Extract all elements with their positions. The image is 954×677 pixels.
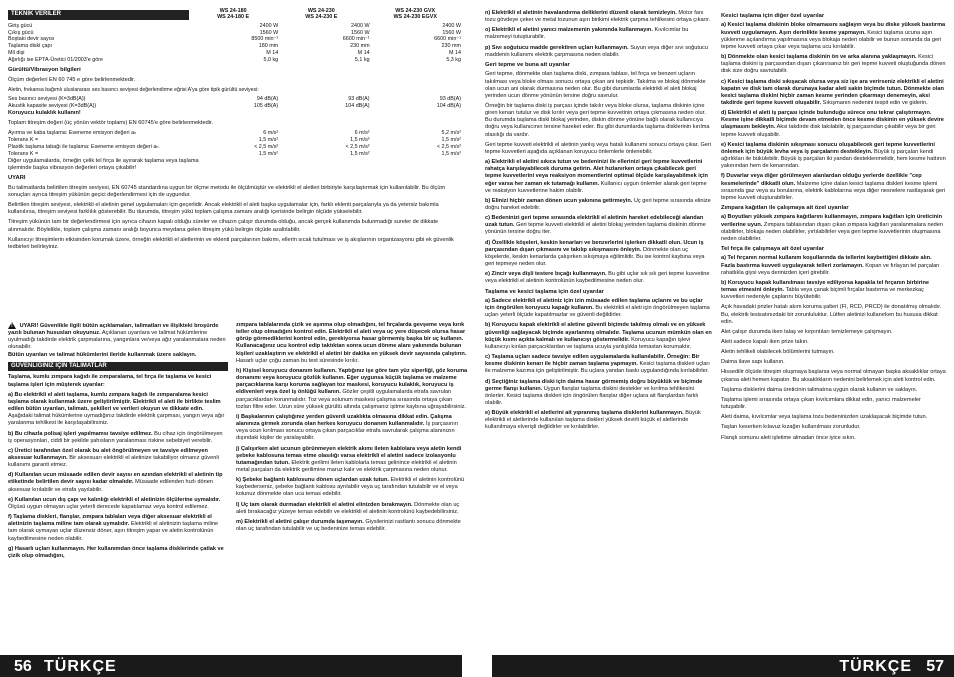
left-col-1 (8, 322, 228, 652)
paragraph-text: Geri tepme kuvveti elektrikli el aletinin yanlış veya hatalı kullanımı sonucu ortaya çıkar. Geri tepme kuvvetleri aşağıda açıklanan koruyucu önlemlerle önlenebilir. (485, 141, 712, 155)
paragraph-text: Suyun veya diğer sıvı soğutucu maddenin kullanımı elektrik çarpmasına neden olabilir. (485, 44, 708, 58)
paragraph-bold: b) Dönmekte olan kesici taşlama diskinin ön ve arka alanına yaklaşmayın. (721, 54, 917, 61)
spec-label: Tolerans K = (8, 137, 39, 144)
spec-label: Ses basıncı seviyesi (K=3dB(A)) (8, 96, 86, 103)
paragraph-text: Dönmekte olan uç köşelerde, keskin kenarlarda çalışırken sıkışmaya eğilimlidir. Bu ise kontrol kaybına veya geri tepmeye neden olur. (485, 246, 705, 268)
paragraph-text: Zımpara tablasından dışarı çıkan zımpara kağıtları yaralanmalara neden olabilirler, blokaja neden olabilirler, yırtılabilirler veya geri tepme kuvvetlerinin oluşmasına neden olabilirler. (721, 221, 944, 242)
paragraph-bold: o) Elektrikli el aletini yanıcı malzemenin yakınında kullanmayın. (485, 27, 653, 34)
footer-language: TÜRKÇE (44, 658, 117, 675)
spec-value: 1560 W (259, 29, 279, 36)
paragraph (485, 71, 713, 100)
paragraph-bold: c) Taşlama uçları sadece tavsiye edilen uygulamalarda kullanılabilir. Örneğin: Bir kesme diskinin kenarı ile hiçbir zaman taşlama yapmayın. (485, 354, 700, 368)
spec-table (8, 23, 465, 64)
paragraph-text: Aleti sadece kapalı iken prize takın. (721, 339, 809, 345)
paragraph (721, 424, 946, 431)
spec-row (8, 23, 465, 30)
section-heading: Zımpara kağıtları ile çalışmaya ait özel uyarılar (721, 205, 849, 211)
paragraph (721, 304, 946, 325)
spec-label: Ağırlığı ise EPTA-Üretici 01/2003'e göre (8, 57, 104, 64)
spec-row (8, 30, 465, 37)
spec-value: 1,5 m/s² (350, 151, 370, 158)
paragraph-text: Hasarlı uçlar çoğu zaman bu test süresinde kırılır. (236, 357, 359, 364)
spec-value: < 2,5 m/s² (254, 144, 279, 151)
paragraph-text: Alet çalışır durumda iken talaş ve kırpıntıları temizlemeye çalışmayın. (721, 328, 893, 335)
paragraph-bold: e) Büyük elektrikli el aletlerini ait yıpranmış taşlama disklerini kullanmayın. (485, 410, 684, 417)
paragraph-bold: b) Elinizi hiçbir zaman dönen ucun yakınına getirmeyin. (485, 197, 633, 204)
paragraph (8, 497, 228, 511)
paragraph-bold: c) Bedeninizi geri tepme sırasında elektrikli el aletinin hareket edebileceği alandan uzak tutun. (485, 215, 704, 229)
paragraph-bold: d) Elektrikli el aleti iş parçası içinde bulunduğu sürece onu tekrar çalıştırmayın. Kesme işine dikkatli biçimde devam etmeden önce kesme diskinin en yüksek devire ulaşmasını bekleyin. (721, 110, 944, 131)
section-title-safety: GÜVENLIĞINIZ IÇIN TALIMATLAR (8, 362, 228, 372)
noise-sub: Aletin, frekansa bağımlı uluslararası ses basıncı seviyesi değerlendirme eğrisi A'ya göre tipik gürültü seviyesi: (8, 86, 259, 93)
paragraph (721, 214, 946, 243)
right-col-1 (485, 10, 713, 652)
paragraph (721, 255, 946, 276)
paragraph (485, 271, 713, 285)
paragraph-text: Aksi takdirde disk takılabilir, iş parçasından çıkabilir veya bir geri tepme kuvveti oluşabilir. (721, 124, 936, 138)
spec-value: 6 m/s² (263, 130, 279, 137)
paragraph-bold: d) Özellikle köşeleri, keskin kenarları ve benzerlerini işlerken dikkatli olun. Ucun iş parçasından dışarı çıkmasını ve takılıp sıkışmasını önleyin. (485, 239, 704, 253)
paragraph-bold: b) Bu cihazla polisaj işleri yapılmamsı tavsiye edilmez. (8, 430, 153, 437)
paragraph-text: Hissedilir ölçüde titreşim oluşmaya başlarsa veya normal olmayan başka aksaklıklar ortaya çıkarsa aleti hemen kapatın. Bu aksaklıkların nedenini belirlemek için aleti kontrol edin. (721, 369, 946, 383)
left-col-2 (236, 322, 468, 652)
safety-paragraphs (8, 374, 228, 560)
spec-value: 5,1 kg (354, 57, 370, 64)
paragraph-text: Aşağıdaki talimat hükümlerine uymadığınız takdirde elektrik çarpması, yangın veya ağır yaralanma tehlikesi ile karşılaşabilirsiniz. (8, 413, 225, 427)
paragraph-text: Motor fanı tozu gövdeye çeker ve metal tozunun aşırı birikimi elektrik çarpma tehlikesini ortaya çıkarır. (485, 10, 711, 24)
paragraph-text: Aletin tehlikeli olabilecek bölümlerini tutmayın. (721, 349, 835, 356)
model-header (393, 8, 436, 20)
paragraph-bold: e) Kesici taşlama diskinin sıkışması sonucu oluşabilecek geri tepme kuvvetlerini önlemek için büyük levha veya iş parçalarını destekleyin. (721, 141, 935, 155)
vibration-note: Diğer uygulamalarda, örneğin çelik tel fırça ile ayırarak taşlama veya taşlama işleminde başka vibrasyon değerleri ortaya çıkabilir! (8, 158, 199, 172)
paragraph (721, 397, 946, 411)
paragraph-text: Daima ilave sapı kullanın. (721, 359, 785, 366)
model-name: WS 24-230 E (305, 14, 338, 21)
technical-data-block (8, 8, 465, 320)
paragraph-text: Örneğin bir taşlama diski iş parçası içinde takılır veya bloke olursa, taşlama diskinin içine giren kenarı tutulur ve disk kırılır veya geri tepme kuvvetinin ortaya çıkmasına neden olur. Bu durumda taşlama diski blokaj yerinden, diskin dönme yönüne bağlı olarak kullanıcıya doğru veya kullanıcının tersine hareket eder. Bu gibi durumlarda taşlama disklerinin kırılma olasılığı da vardır. (485, 102, 710, 138)
paragraph-text: Geri tepme, dönmekte olan taşlama diski, zımpara tablası, tel fırça ve benzeri uçların takılması veya bloke olması sonucu ortaya çıkan ani tepkidir. Takılma ve blokaj dönmekte olan ucun ani olarak durmasına neden olur. Bu gibi durumlarda elektrikli el aleti blokaj yerinden ucun dönme yönünün tersine doğru savrulur. (485, 71, 706, 99)
spec-label: Çıkış gücü (8, 29, 34, 36)
vibration-table (8, 130, 465, 158)
uyari-paragraph: Bu talimatlarda belirtilen titreşim seviyesi, EN 60745 standardına uygun bir ölçme metodu ile ölçülmüştür ve elektrikli el aletleri birbiriyle karşılaştırmak için kullanılabilir. Bu ölçüm sonuçları ayrıca titreşim yükünün geçici değerlendirmesi için de uygundur. (8, 184, 446, 198)
spec-value: M 14 (266, 50, 279, 57)
spec-value: < 2,5 m/s² (345, 144, 370, 151)
noise-table (8, 96, 465, 110)
paragraph-bold: f) Taşlama diskleri, flanşlar, zımpara tablaları veya diğer aksesuar elektrikli el aletinizin taşlama miline tam olarak uymalıdır. (8, 514, 212, 528)
spec-value: 5,3 kg (446, 57, 461, 64)
spec-row (8, 151, 465, 158)
paragraph (485, 215, 713, 236)
spec-value: 5,0 kg (263, 57, 279, 64)
paragraph-text: Kıvılcımlar bu malzemeyi tutuşturabilir. (485, 27, 689, 41)
paragraph (721, 142, 946, 171)
paragraph-bold: c) Kesici taşlama diski sıkışacak olursa veya siz işe ara verirseniz elektrikli el aletini kapatın ve disk tam olarak durunaya kadar aleti sakin biçimde tutun. Dönmekte olan kesici taşlama diskini hiçbir zaman kesme yerinden çıkarmayı denemeyin, aksi takdirde geri tepme kuvveti oluşabilir. (721, 78, 944, 106)
paragraph (236, 477, 468, 498)
spec-value: 94 dB(A) (256, 96, 279, 103)
paragraph (485, 27, 713, 41)
spec-value: 6 m/s² (354, 130, 370, 137)
paragraph (721, 414, 946, 421)
paragraph-bold: h) Kişisel koruyucu donanım kullanın. Yaptığınız işe göre tam yüz siperliği, göz koruma donanımı veya koruyucu gözlük kullanın. Eğer uygunsa küçük taşlama ve malzeme parçacıklarına karşı koruma sağlayan toz maskesi, koruyucu kulaklık, koruyucu iş eldivenleri veya özel iş önlüğü kullanın. (236, 367, 468, 396)
right-page (477, 0, 954, 677)
spec-value: 104 dB(A) (345, 103, 370, 110)
paragraph-bold: a) Elektrikli el aletini sıkıca tutun ve bedeninizi ile ellerinizi geri tepme kuvvetlerini rahatça karşılayabilecek duruma getirin. Alet hızlanırken ortaya çıkabilecek geri tepme kuvvetlerini veya reaksiyon momentlerini optimal ölçüde karşılayabilmek için eğer varsa her zaman ek tutamağı kullanın. (485, 159, 708, 187)
paragraph (8, 514, 228, 543)
spec-value: 93 dB(A) (348, 96, 370, 103)
paragraph-bold: d) Kullanılan ucun müsaade edilen devir sayısı en azından elektrikli el aletinin tip etiketinde belirtilen devir sayısı kadar olmalıdır. (8, 472, 223, 486)
paragraph-bold: b) Koruyucu kapak kullanılması tavsiye ediliyorsa kapakla tel fırçanın birbirine temas etmesini önleyin. (721, 279, 929, 294)
spec-row (8, 103, 465, 110)
paragraph (721, 369, 946, 383)
paragraph-bold: d) Seçtiğiniz taşlama diski için daima hasar görmemiş doğru büyüklük ve biçimde germe flanşı kullanın. (485, 378, 703, 392)
footer-right (492, 655, 954, 677)
paragraph-text: Taşlama işlemi sırasında ortaya çıkan kıvılcımlara dikkat edin, yanıcı malzemeler tutuşabilir. (721, 396, 921, 411)
spec-value: M 14 (449, 50, 461, 57)
spec-value: 1,5 m/s² (350, 137, 370, 144)
spec-value: 1560 W (442, 29, 461, 36)
paragraph (485, 103, 713, 139)
paragraph-text: Elektrikli el aletinin kontrolünü kaybederseniz, şebeke bağlantı kablosu ayrılabilir veya uç tarafından tutulabilir ve el veya kolunuz dönmekte olan uca temas edebilir. (236, 477, 465, 498)
spec-value: 105 dB(A) (253, 103, 279, 110)
paragraph (721, 329, 946, 336)
paragraph (236, 502, 468, 516)
spec-value: 104 dB(A) (436, 103, 461, 110)
spec-value: 180 mm (258, 43, 279, 50)
paragraph (236, 322, 468, 365)
paragraph-bold: e) Zincir veya dişli testere bıçağı kullanmayın. (485, 271, 607, 278)
spec-value: 6600 min⁻¹ (342, 36, 370, 43)
paragraph-text: Uç geri tepme sırasında elinize doğru hareket edebilir. (485, 197, 711, 211)
noise-title: Gürültü/Vibrasyon bilgileri (8, 67, 81, 74)
paragraph-text: Giysilerinizi rastlantı sonucu dönmekte olan uç tarafından tutulabilir ve uç bedeninize temas edebilir. (236, 518, 461, 533)
page-number: 57 (926, 658, 944, 675)
paragraph (721, 349, 946, 356)
paragraph (485, 10, 713, 24)
paragraph-text: Geri tepme kuvveti elektrikli el aletini blokaj yerinden taşlama diskinin dönme yönünün tersine doğru iter. (485, 222, 706, 236)
paragraph-text: Taşlama disklerini daima üreticinin talimatına uygun olarak kullanın ve saklayın. (721, 386, 918, 393)
spec-row (8, 137, 465, 144)
paragraph-text: Bu gibi uçlar sık sık geri tepme kuvvetine veya elektrikli el aletinin kontrolünün kaybedilmesine neden olur. (485, 271, 710, 285)
model-name: WS 24-180 (219, 8, 247, 14)
spec-value: 5,2 m/s² (441, 130, 461, 137)
paragraph-bold: a) Sadece elektrikli el aletiniz için izin müsaade edilen taşlama uçlarını ve bu uçlar için öngörülen koruyucu kapağı kullanın. (485, 297, 703, 312)
spec-value: 1560 W (351, 29, 370, 36)
paragraph-text: Sıkışmanın nedenini tespit edin ve giderin. (822, 99, 928, 106)
spec-value: 93 dB(A) (439, 96, 461, 103)
uyari-title: UYARI (8, 175, 26, 182)
paragraph-text: Malzeme içine dalan kesici taşlama diskleri kesme işlemi sırasında gaz veya su borularına, elektrik kablolarına veya diğer nesnelere rastlayarak geri tepme kuvveti oluşturabilirler. (721, 180, 946, 201)
paragraph (721, 110, 946, 139)
paragraph-text: Kesici taşlama ucuna aşırı yüklenme açılandırma yapılmasına veya blokaja neden olabilir ve bunun sonunda da geri tepme kuvveti ortaya çıkar veya taşlama ucu kırılabilir. (721, 29, 942, 50)
paragraph-text: Kesici taşlama diskleri uçları ile malzeme kazıma için geliştirilmiştir. Bu uçlara yandan baskı uygulandığında kırılabilirler. (485, 361, 710, 375)
section-heading: Geri tepme ve buna ait uyarılar (485, 61, 570, 68)
paragraph-text: Aleti daima, kıvılcımlar veya taşlama tozu bedeninizden uzaklaşacak biçimde tutun. (721, 414, 928, 421)
model-name: WS 24-230 GVX (395, 8, 436, 14)
vibration-intro: Toplam titreşim değeri (üç yönün vektör toplamı) EN 60745'e göre belirlenmektedir. (8, 120, 214, 127)
paragraph-bold: zımpara tablalarında çizik ve aşınma olup olmadığını, tel fırçalarda gevşeme veya kırık teller olup olmadığını kontrol edin. Elektrikli el aleti veya uç yere düşecek olursa hasar görüp görmediklerini kontrol edin, gerekiyorsa hasar görmemiş başka bir uç kullanın. Kullanacağınız ucu kontrol edip taktıktan sonra ucun dönme alanı yakınında bulunan kişileri uzaklaştırın ve elektrikli el aletini bir dakika en yüksek devir sayısında çalıştırın. (236, 322, 467, 357)
spec-value: 1,5 m/s² (258, 137, 279, 144)
paragraph-text: Dönmekte olan uç aleti bırakacağız yüzeye temas edebilir ve elektrikli el aletinin kontrolünü kaybedebilirsiniz. (236, 501, 460, 515)
paragraph-bold: i) Başkalarının çalıştığınız yerden güvenli uzaklıkta olmasına dikkat edin. Çalışma alanınıza girmek zorunda olan herkes koruyucu donanım kullanmalıdır. (236, 413, 452, 428)
spec-value: 6600 min⁻¹ (434, 36, 461, 43)
spec-label: Ayırma ve kaba taşlama: Eseneme emisyon değeri aₕ (8, 130, 137, 137)
paragraph (721, 387, 946, 394)
section-heading: Taşlama ve kesici taşlama için özel uyarılar (485, 288, 604, 295)
warning-block (8, 322, 228, 359)
paragraph-text: Bu cihaz için öngörülmeyen iş operasyonları, ciddi bir şekilde şahısların yaralanması riskine sebebiyet verebilir. (8, 430, 223, 444)
paragraph-text: Kullanıcı uygun önlemler alarak geri tepme ve reaksiyon kuvvetlerine hakim olabilir. (485, 180, 707, 194)
paragraph-text: Kesici taşlama diskini iş parçasından dışarı çıkarırsanız bir geri tepme kuvveti oluştuğunda dönen disk size doğru savrulabilir. (721, 54, 946, 75)
warning-triangle-icon (8, 322, 16, 329)
paragraph-text: Bir aksesuarı elektrikli el aletinize takabiliyor olmanız güvenli kullanımı garanti etmez. (8, 455, 219, 469)
model-headers (189, 8, 465, 20)
spec-row (8, 36, 465, 43)
warning-bold: UYARI! Güvenlikle ilgili bütün açıklamaları, talimatları ve ilişikteki broşürde yazılı bulunan hususları okuyunuz. (8, 322, 219, 337)
spec-label: Giriş gücü (8, 22, 33, 29)
ear-protection-note: Koruyucu kulaklık kullanın! (8, 110, 81, 117)
spec-label: Mil dişi (8, 50, 25, 57)
paragraph (236, 446, 468, 475)
spec-row (8, 96, 465, 103)
spec-value: 1,5 m/s² (441, 151, 461, 158)
paragraph-bold: e) Kullanılan ucun dış çapı ve kalınlığı elektrikli el aletinizin ölçülerine uymalıdır. (8, 496, 221, 503)
section-heading: Kesici taşlama için diğer özel uyarılar (721, 13, 825, 19)
paragraph (485, 322, 713, 351)
paragraph-text: Tabla veya çanak biçimli fırçalar bastırma ve merkezkaç kuvvetleri nedeniyle çaplarını büyütebilir. (721, 287, 924, 301)
paragraph (721, 79, 946, 108)
paragraph-bold: l) Uç tam olarak durmadan elektrikli el aletini elinizden bırakmayın. (236, 501, 413, 508)
paragraph (721, 173, 946, 202)
footer-language: TÜRKÇE (839, 658, 912, 675)
paragraph-bold: f) Duvarlar veya diğer görülmeyen alanlardan olduğu yerlerde özellikle "cep kesmelerinde" dikkatli olun. (721, 173, 922, 187)
paragraph (485, 379, 713, 408)
paragraph (8, 472, 228, 493)
paragraph (485, 410, 713, 431)
uyari-paragraph: Belirtilen titreşim seviyesi, elektrikli el aletinin genel uygulamaları için geçerlidir. Ancak elektrikli el aleti başka uygulamalar için, farklı eklenti parçalarıyla ya da yetersiz bakımla kullanılırsa, titreşim seviyesi farklılık gösterebilir. Bu durumda, titreşim yükü toplam çalışma zamanı aralığı içerisinde belirgin ölçüde yükselebilir. (8, 202, 439, 216)
model-name: WS 24-180 E (217, 14, 250, 21)
spec-value: 8500 min⁻¹ (251, 36, 279, 43)
spec-value: 2400 W (259, 22, 279, 29)
paragraph (8, 374, 228, 388)
paragraph-text: İş parçasının veya ucun kırılması sonucu ortaya çıkan parçacıklar etrafa savrularak çalışma alanınızın dışındaki kişiler de yaralayabilir. (236, 421, 458, 442)
model-header (305, 8, 337, 20)
page-number: 56 (14, 658, 32, 675)
spec-label: Plastik taşlama tabağı ile taşlama: Eseneme emisyon değeri aₕ (8, 144, 159, 151)
paragraph-bold: n) Elektrikli el aletinin havalandırma deliklerini düzenli olarak temizleyin. (485, 10, 677, 16)
paragraph-bold: j) Çalışırken alet ucunun görünmeyen elektrik akımı ileten kablolara veya aletin kendi şebeke kablosuna temas etme olasılığı varsa elektrikli el aletini sadece izolasyonlu tutamağından tutun. (236, 445, 462, 466)
paragraph-text: Büyük elektrikli el aletlerinde kullanılan taşlama diskleri yüksek devirli küçük el aletlerinde kullanılmaya elverişli değildirler ve kırılabilirler. (485, 410, 701, 431)
noise-intro: Ölçüm değerleri EN 60 745 e göre belirlenmektedir. (8, 76, 136, 83)
paragraph-text: Gözler çeşitli uygulamalarda etrafa savrulan parçacıklardan korunmalıdır. Toz veya solunum maskesi çalışma sırasında ortaya çıkan tozları filtre eder. Uzun süre yüksek gürültü altında çalışmanız işitme kaybına uğrayabilirsiniz. (236, 389, 467, 410)
warning-keep: Bütün uyarıları ve talimat hükümlerini ileride kullanmak üzere saklayın. (8, 351, 197, 358)
spec-value: 2400 W (351, 22, 370, 29)
right-col-2 (721, 10, 946, 652)
paragraph-bold: g) Hasarlı uçları kullanmayın. Her kullanımdan önce taşlama disklerinde çatlak ve çizik olup olmadığını, (8, 545, 224, 559)
paragraph-bold: Taşlama, kumlu zımpara kağıdı ile zımparalama, tel fırça ile taşlama ve kesici taşlama işleri için müşterek uyarılar: (8, 374, 212, 388)
paragraph (721, 54, 946, 75)
spec-row (8, 57, 465, 64)
paragraph (236, 519, 468, 533)
spec-label: Akustik kapasite seviyesi (K=3dB(A)) (8, 103, 97, 110)
paragraph (721, 22, 946, 51)
paragraph (485, 240, 713, 269)
paragraph (485, 159, 713, 195)
paragraph-bold: k) Şebeke bağlantı kablosunu dönen uçlardan uzak tutun. (236, 477, 389, 484)
model-name: WS 24-230 (307, 8, 335, 14)
spec-row (8, 144, 465, 151)
paragraph-bold: a) Kesici taşlama diskinin bloke olmamasını sağlayın veya bu diske yüksek bastırma kuvveti uygulamayın. Aşırı derinlikte kesme yapmayın. (721, 22, 946, 36)
paragraph-text: Müsaade edilenden hızlı dönen aksesuar kırılabilir ve etrafa yayılabilir. (8, 479, 213, 493)
paragraph-bold: p) Sıvı soğutucu madde gerektiren uçları kullanmayın. (485, 44, 629, 51)
paragraph-text: Taşları keserken kılavuz kızağın kullanılması zorunludur. (721, 424, 861, 431)
paragraph-text: Flanşlı somunu aleti işletime almadan önce iyice sıkın. (721, 434, 856, 441)
model-header (217, 8, 249, 20)
paragraph-text: Büyük iş parçaları kendi ağırlıkları ile bükülebilir. Büyük iş parçaları iki yandan desteklenmelidir, hem kesme hattının yakınından hem de kenarından. (721, 148, 946, 170)
paragraph (721, 339, 946, 346)
paragraph-bold: a) Boyutları yüksek zımpara kağıtlarını kullanmayın, zımpara kağıtları için üreticinin verilerine uyun. (721, 214, 943, 228)
paragraph (485, 198, 713, 212)
spec-label: Tolerans K = (8, 151, 39, 158)
paragraph (8, 392, 228, 428)
paragraph (485, 142, 713, 156)
spec-value: 2400 W (442, 22, 461, 29)
paragraph-text: Uygun flanşlar taşlama diskini destekler ve kırılma tehlikesini önlerler. Kesici taşlama diskleri için öngörülen flanşlar diğer uçlara ait flanşlardan farklı olabilir. (485, 385, 699, 406)
paragraph (721, 359, 946, 366)
spec-value: 230 mm (441, 43, 461, 50)
paragraph (8, 448, 228, 469)
paragraph-text: Elektrik gerilimi ileten kablolarla temas gelinince elektrikli el aletinin metal parçaları da elektrik gerilimine maruz kalır ve elektrik çarpmasına neden olunur. (236, 459, 457, 473)
model-name: WS 24-230 EGVX (393, 14, 437, 21)
paragraph (721, 280, 946, 301)
spec-row (8, 130, 465, 137)
footer-left (0, 655, 462, 677)
spec-row (8, 43, 465, 50)
spec-label: Taşlama diski çapı (8, 43, 53, 50)
spec-value: 230 mm (350, 43, 370, 50)
paragraph (485, 298, 713, 319)
spec-value: < 2,5 m/s² (436, 144, 461, 151)
paragraph-text: Ölçüsü uygun olmayan uçlar yeterli derecede kapatılamaz veya kontrol edilemez. (8, 503, 209, 510)
paragraph (8, 546, 228, 560)
spec-value: 1,5 m/s² (258, 151, 279, 158)
paragraph (721, 435, 946, 442)
paragraph-text: Koruyucu kapağın işlevi kullanıcıyı kırılan parçacıklardan ve taşlama ucuyla yanlışlıkla temastan korumaktır. (485, 336, 692, 350)
paragraph-bold: a) Tel fırçanın normal kullanım koşullarında da tellerini kaybettiğini dikkate alın. Fazla bastırma kuvveti uygulayarak telleri zorlamayın. (721, 255, 932, 269)
paragraph (8, 431, 228, 445)
section-title-technical: TEKNIK VERILER (8, 10, 189, 20)
paragraph (485, 354, 713, 375)
paragraph (236, 368, 468, 411)
paragraph (236, 414, 468, 443)
paragraph-bold: b) Koruyucu kapak elektrikli el aletine güvenli biçimde takılmış olmalı ve en yüksek güvenliği sağlayacak biçimde ayarlanmış olmalıdır. Taşlama ucunun mümkün olan en küçük kısmı açıkta kalmalı ve kullanıcıyı göstermelidir. (485, 322, 712, 343)
paragraph (485, 45, 713, 59)
section-heading: Tel fırça ile çalışmaya ait özel uyarılar (721, 246, 825, 253)
paragraph-text: Elektrikli el aletinizin taşlama miline tam olarak uymayan uçlar düzensiz döner, aşırı titreşim yapar ve aletin kontrolünün kaybedilmesine neden olabilir. (8, 521, 219, 542)
spec-value: M 14 (357, 50, 370, 57)
paragraph-text: Açık havadaki prizler hatalı akım koruma şalteri (FI, RCD, PRCD) ile donatılmış olmalıdır. Bu, elektrik tesisatınızdaki bir zorunluluktur. Lütfen aletinizi kullanırken bu hususa dikkat edin. (721, 304, 942, 325)
paragraph-bold: m) Elektrikli el aletini çalışır durumda taşımayın. (236, 518, 364, 525)
uyari-paragraph: Kullanıcıyı titreşimlerin etkisinden korumak üzere, örneğin elektrikli el aletlerinin ve eklenti parçalarının bakımı, ellerin sıcak tutulması ve iş akışlarının organizasyonu gibi ek güvenlik tedbirleri belirleyiniz. (8, 236, 454, 250)
spec-value: 1,5 m/s² (441, 137, 461, 144)
spec-label: Boştaki devir sayısı (8, 36, 55, 43)
paragraph-text: Bu elektrikli el aleti için öngörülmeyen taşlama uçları yeterli ölçüde kapatılmazlar ve güvenli değildirler. (485, 305, 710, 319)
warning-text: Açıklanan uyarılara ve talimat hükümlerine uyulmadığı takdirde elektrik çarpmalarına, yangınlara ve/veya ağır yaralanmalara neden olunabilir. (8, 330, 226, 351)
paragraph-bold: a) Bu elektrikli el aleti taşlama, kumlu zımpara kağıdı ile zımparalama kesici taşlama olarak kullanmak üzere geliştirilmiştir. Elektrikli el aleti ile birlikte teslim edilen bütün uyarıları, talimatı, şekilleri ve verileri okuyun ve dikkate edin. (8, 391, 221, 413)
uyari-paragraph: Titreşim yükünün tam bir değerlendirmesi için ayrıca cihazın kapalı olduğu süreler ve cihazın çalışır durumda olduğu, ancak gerçek kullanımda bulunmadığı sureler de dikkate alınmalıdır. Böylelikle, toplam çalışma zamanı aralığı boyunca meydana gelen titreşim yükü belirgin ölçüde azaltılabilir. (8, 219, 439, 233)
paragraph-text: Kopan ve fırlayan tel parçaları rahatlıkla giysi veya derinizden içeri girebilir. (721, 262, 940, 276)
paragraph-bold: c) Üretici tarafından özel olarak bu alet öngörülmeyen ve tavsiye edilmeyen aksesuar kullanmayın. (8, 447, 208, 461)
